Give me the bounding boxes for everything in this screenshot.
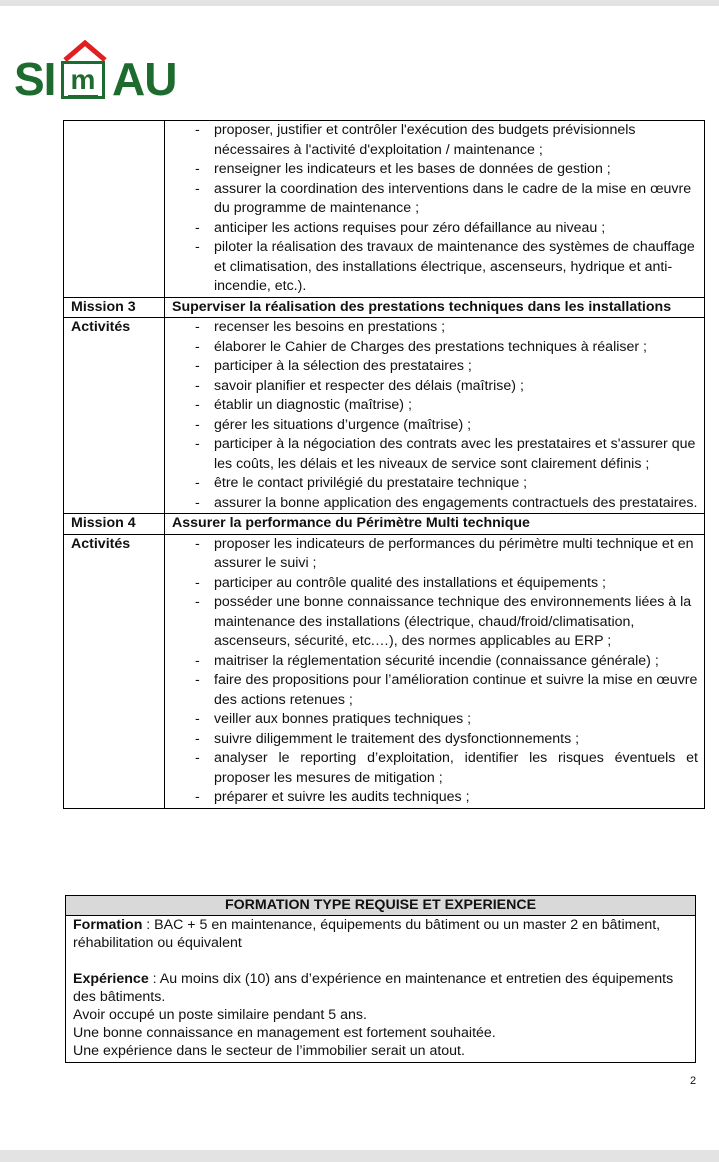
list-item: - analyser le reporting d’exploitation, identifier les risques éventuels et proposer les mesures de mitigation ; [195,750,698,786]
list-item: - maitriser la réglementation sécurité incendie (connaissance générale) ; [195,652,659,669]
house-roof-icon [62,40,108,62]
logo-text-si: SI [14,53,56,105]
list-item: - participer à la sélection des prestataires ; [195,358,472,374]
list-item: - préparer et suivre les audits techniques ; [195,789,470,805]
list-item: - suivre diligemment le traitement des dysfonctionnements ; [195,730,580,747]
viewer-top-bar [0,0,719,6]
list-item: - établir un diagnostic (maîtrise) ; [195,397,412,413]
activity-list [165,318,704,513]
logo-text-m: m [68,65,98,98]
list-item: - recenser les besoins en prestations ; [195,319,446,335]
list-item: - assurer la bonne application des engagements contractuels des prestataires. [195,494,698,511]
empty-label-cell [64,121,165,298]
list-item: - savoir planifier et respecter des délais (maîtrise) ; [195,377,524,394]
table-row-continued [64,121,705,298]
list-item: - être le contact privilégié du prestataire technique ; [195,475,528,491]
list-item: - posséder une bonne connaissance technique des environnements liées à la maintenance des installations (électrique, chaud/froid/climatisation, ascenseurs, sécurité, etc.…), des normes applicables au ERP ; [195,594,692,649]
list-item: - renseigner les indicateurs et les bases de données de gestion ; [195,161,611,177]
logo-house-box [61,61,105,99]
list-item: - proposer, justifier et contrôler l'exécution des budgets prévisionnels nécessaires à l'activité d'exploitation / maintenance ; [195,122,636,158]
activities-cell [165,318,705,514]
mission-label: Mission 3 [64,297,165,318]
requirement-line: Avoir occupé un poste similaire pendant 5 ans. [73,1007,367,1023]
activities-cell [165,121,705,298]
experience-label: Expérience [73,971,149,987]
list-item: - participer au contrôle qualité des installations et équipements ; [195,574,606,591]
table-row-mission-3 [64,297,705,318]
table-row-activities-3 [64,318,705,514]
list-item: - faire des propositions pour l’amélioration continue et suivre la mise en œuvre des actions retenues ; [195,672,698,708]
formation-header: FORMATION TYPE REQUISE ET EXPERIENCE [66,896,695,916]
experience-paragraph: Expérience : Au moins dix (10) ans d’expérience en maintenance et entretien des équipements des bâtiments. [73,971,674,1005]
table-row-mission-4 [64,514,705,535]
list-item: - proposer les indicateurs de performances du périmètre multi technique et en assurer le suivi ; [195,535,694,571]
list-item: - piloter la réalisation des travaux de maintenance des systèmes de chauffage et climatisation, des installations électrique, ascenseurs, hydrique et anti-incendie, etc.). [195,239,695,294]
formation-label: Formation [73,917,143,933]
page-number: 2 [690,1075,697,1087]
activity-list [165,535,704,808]
list-item: - anticiper les actions requises pour zéro défaillance au niveau ; [195,219,606,236]
activity-list [165,121,704,297]
mission-title: Assurer la performance du Périmètre Multi technique [165,514,705,535]
list-item: - participer à la négociation des contrats avec les prestataires et s'assurer que les coûts, les délais et les niveaux de service sont clairement définis ; [195,436,696,472]
missions-table [63,120,705,809]
list-item: - élaborer le Cahier de Charges des prestations techniques à réaliser ; [195,338,647,355]
formation-body [66,916,695,1062]
simau-logo [14,40,184,104]
viewer-bottom-bar [0,1150,719,1162]
formation-experience-box [65,895,696,1063]
activities-label: Activités [64,318,165,514]
list-item: - gérer les situations d’urgence (maîtrise) ; [195,416,472,433]
requirement-line: Une bonne connaissance en management est fortement souhaitée. [73,1025,496,1041]
mission-label: Mission 4 [64,514,165,535]
table-row-activities-4 [64,534,705,808]
list-item: - veiller aux bonnes pratiques techniques ; [195,711,472,727]
activities-label: Activités [64,534,165,808]
list-item: - assurer la coordination des interventions dans le cadre de la mise en œuvre du programme de maintenance ; [195,180,692,216]
activities-cell [165,534,705,808]
logo-text-au: AU [112,53,177,105]
formation-paragraph: Formation : BAC + 5 en maintenance, équipements du bâtiment ou un master 2 en bâtiment, réhabilitation ou équivalent [73,917,661,951]
requirement-line: Une expérience dans le secteur de l’immobilier serait un atout. [73,1043,465,1059]
mission-title: Superviser la réalisation des prestations techniques dans les installations [165,297,705,318]
